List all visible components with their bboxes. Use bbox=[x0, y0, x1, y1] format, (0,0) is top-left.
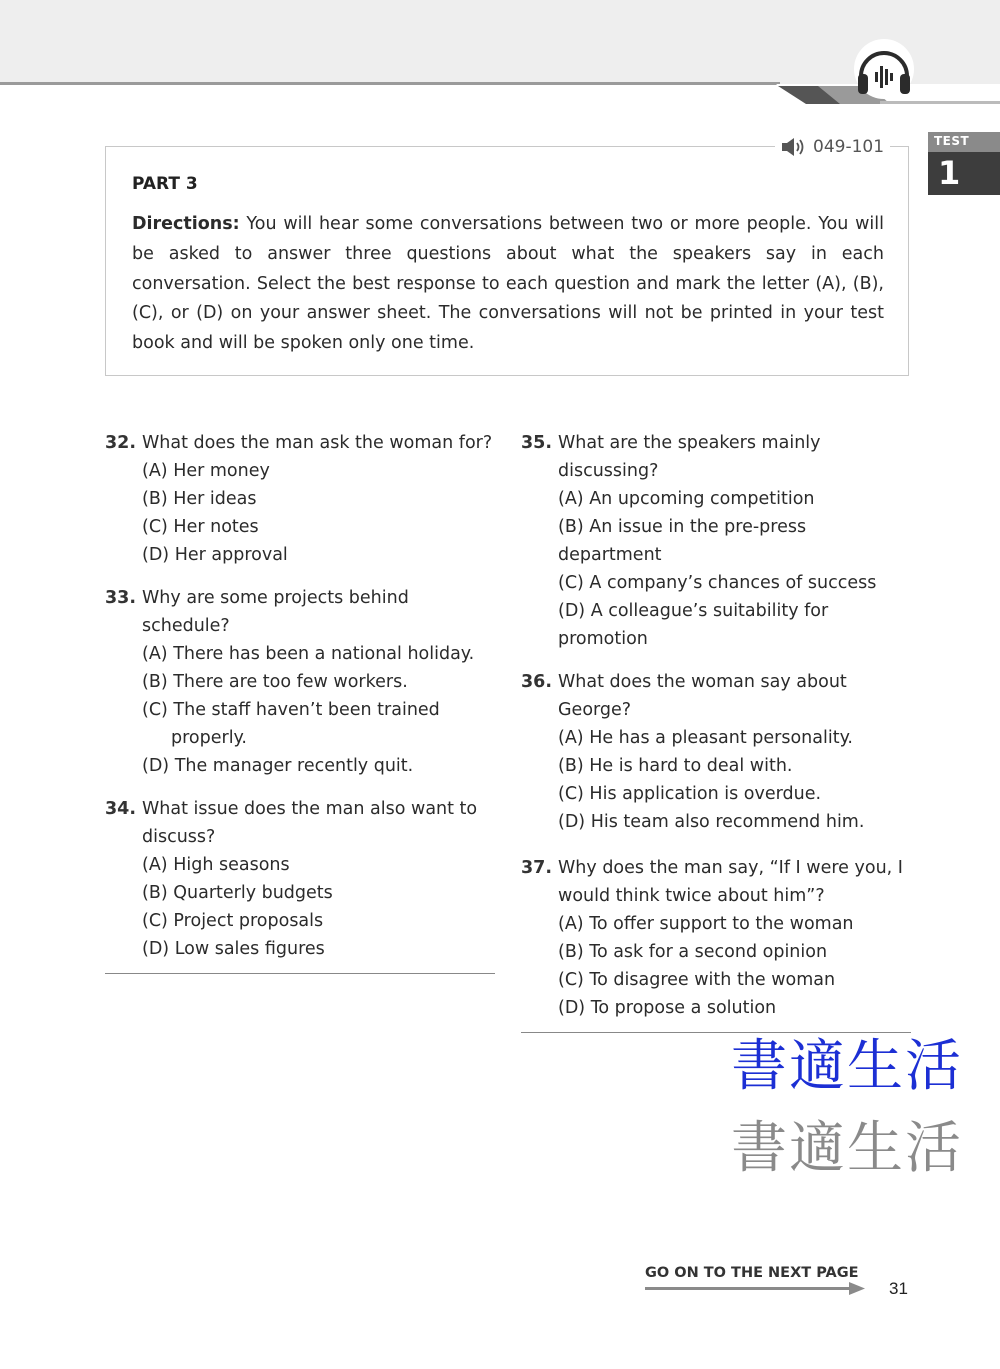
answer-option: (B) To ask for a second opinion bbox=[558, 942, 828, 962]
answer-option: (B) An issue in the pre-press department bbox=[558, 517, 807, 565]
speaker-icon bbox=[781, 137, 809, 157]
answer-option: (A) There has been a national holiday. bbox=[142, 644, 475, 664]
question-stem-text: discuss? bbox=[142, 827, 216, 847]
answer-option: (C) To disagree with the woman bbox=[558, 970, 836, 990]
header-decoration bbox=[0, 0, 1000, 104]
question-32 bbox=[105, 429, 495, 569]
directions-label: Directions: bbox=[132, 214, 240, 234]
watermark-blue: 書適生活 bbox=[731, 1034, 963, 1099]
question-stem-text: What are the speakers mainly discussing? bbox=[558, 433, 821, 481]
question-36 bbox=[521, 668, 911, 836]
question-number: 32. bbox=[105, 433, 137, 453]
question-gap bbox=[105, 569, 495, 584]
answer-option: (C) Project proposals bbox=[142, 911, 324, 931]
test-tab bbox=[928, 132, 1000, 195]
answer-option: (D) The manager recently quit. bbox=[142, 756, 414, 776]
question-number: 34. bbox=[105, 799, 137, 819]
directions-body: You will hear some conversations between two or more people. You will be asked to answer three questions about what the speakers say in each conversation. Select the best response to each question and mark the letter (A), (B), (C), or (D) on your answer sheet. The conversations will not be printed in your test book and will be spoken only one time. bbox=[132, 214, 884, 354]
question-stem bbox=[105, 823, 495, 851]
answer-option: (C) His application is overdue. bbox=[558, 784, 822, 804]
question-stem-text: Why does the man say, “If I were you, I bbox=[558, 858, 903, 878]
questions-right-column bbox=[521, 429, 911, 1033]
part-title: PART 3 bbox=[132, 174, 198, 194]
question-stem-text: What does the woman say about George? bbox=[558, 672, 847, 720]
answer-option: (B) Her ideas bbox=[142, 489, 257, 509]
question-stem-text: What does the man ask the woman for? bbox=[142, 433, 493, 453]
go-on-next-page-label: GO ON TO THE NEXT PAGE bbox=[645, 1265, 859, 1281]
headphones-icon bbox=[853, 38, 915, 100]
question-stem bbox=[521, 668, 911, 724]
answer-option: (D) His team also recommend him. bbox=[558, 812, 865, 832]
page-number: 31 bbox=[889, 1279, 908, 1298]
answer-option: (B) There are too few workers. bbox=[142, 672, 408, 692]
directions-text bbox=[132, 210, 884, 359]
question-gap bbox=[521, 653, 911, 668]
question-stem-text: What issue does the man also want to bbox=[142, 799, 478, 819]
answer-option: (A) To offer support to the woman bbox=[558, 914, 854, 934]
question-stem bbox=[105, 584, 495, 640]
answer-option: (D) To propose a solution bbox=[558, 998, 777, 1018]
question-stem bbox=[105, 795, 495, 823]
watermark-gray: 書適生活 bbox=[731, 1116, 963, 1181]
answer-option: (A) Her money bbox=[142, 461, 270, 481]
answer-option: (B) Quarterly budgets bbox=[142, 883, 333, 903]
answer-option: (D) Low sales figures bbox=[142, 939, 325, 959]
audio-track-number: 049-101 bbox=[813, 137, 885, 157]
answer-option: (A) He has a pleasant personality. bbox=[558, 728, 853, 748]
question-number: 37. bbox=[521, 858, 553, 878]
question-number: 33. bbox=[105, 588, 137, 608]
question-37 bbox=[521, 854, 911, 1022]
answer-option: (D) A colleague’s suitability for promotion bbox=[558, 601, 829, 649]
question-number: 36. bbox=[521, 672, 553, 692]
audio-track-reference bbox=[775, 136, 890, 158]
question-number: 35. bbox=[521, 433, 553, 453]
column-end-rule bbox=[105, 973, 495, 974]
question-33 bbox=[105, 584, 495, 780]
answer-option: (C) The staff haven’t been trained properly. bbox=[142, 700, 440, 748]
answer-option: (C) Her notes bbox=[142, 517, 259, 537]
question-stem bbox=[521, 882, 911, 910]
answer-option: (A) High seasons bbox=[142, 855, 290, 875]
question-34 bbox=[105, 795, 495, 963]
question-stem bbox=[521, 854, 911, 882]
questions-left-column bbox=[105, 429, 495, 974]
page-header bbox=[0, 0, 1000, 104]
answer-option: (B) He is hard to deal with. bbox=[558, 756, 793, 776]
answer-option: (D) Her approval bbox=[142, 545, 288, 565]
question-gap bbox=[521, 836, 911, 854]
question-gap bbox=[105, 780, 495, 795]
test-tab-number: 1 bbox=[938, 154, 961, 192]
question-stem bbox=[105, 429, 495, 457]
question-stem-text: would think twice about him”? bbox=[558, 886, 825, 906]
answer-option: (C) A company’s chances of success bbox=[558, 573, 877, 593]
question-35 bbox=[521, 429, 911, 653]
question-stem-text: Why are some projects behind schedule? bbox=[142, 588, 409, 636]
test-tab-label: TEST bbox=[934, 134, 970, 148]
answer-option: (A) An upcoming competition bbox=[558, 489, 815, 509]
question-stem bbox=[521, 429, 911, 485]
next-page-arrow-icon bbox=[645, 1282, 867, 1296]
